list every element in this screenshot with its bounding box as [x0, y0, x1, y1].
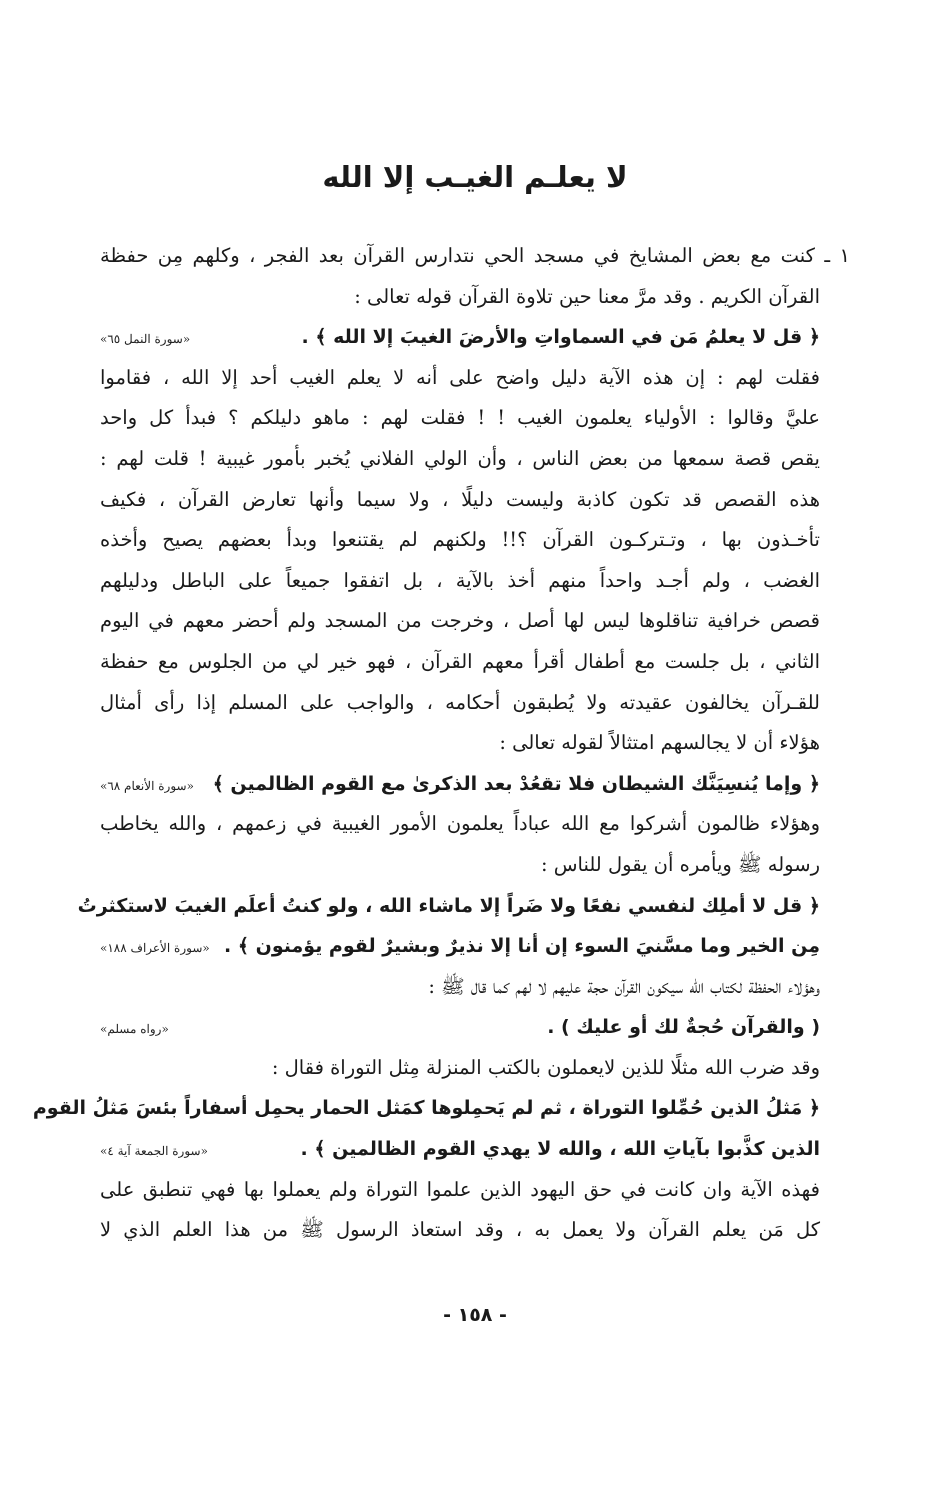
verse-reference: «سورة الأعراف ١٨٨» — [100, 941, 210, 956]
hadith-reference: «رواه مسلم» — [100, 1022, 169, 1037]
text-line: للقـرآن يخالفون عقيدته ولا يُطبقون أحكامه ، والواجب على المسلم إذا رأى أمثال — [100, 690, 820, 714]
text-line: كل مَن يعلم القرآن ولا يعمل به ، وقد استعاذ الرسول ﷺ من هذا العلم الذي لا — [100, 1218, 820, 1242]
hadith-line — [100, 1007, 850, 1048]
verse-text: الذين كذَّبوا بآياتِ الله ، والله لا يهدي القوم الظالمين ﴾ . — [300, 1138, 820, 1161]
text-line: الثاني ، بل جلست مع أطفال أقرأ معهم القرآن ، فهو خير لي من الجلوس مع حفظة — [100, 649, 820, 673]
verse-text: ﴿ وإما يُنسِيَنَّك الشيطان فلا تقعُدْ بعد الذكرىٰ مع القوم الظالمين ﴾ — [212, 772, 820, 795]
text-line: يقص قصة سمعها من بعض الناس ، وأن الولي الفلاني يُخبر بأمور غيبية ! قلت لهم : — [100, 446, 820, 470]
verse-line — [100, 1129, 850, 1170]
text-line: قصص خرافية تناقلوها ليس لها أصل ، وخرجت من المسجد ولم أحضر معهم في اليوم — [100, 609, 820, 633]
text-line: الغضب ، ولم أجـد واحداً منهم أخذ بالآية ، بل اتفقوا جميعاً على الباطل ودليلهم — [100, 568, 820, 592]
text-line: رسوله ﷺ ويأمره أن يقول للناس : — [540, 852, 820, 876]
text-line: وهؤلاء ظالمون أشركوا مع الله عباداً يعلمون الأمور الغيبية في زعمهم ، والله يخاطب — [100, 812, 820, 836]
text-line: فقلت لهم : إن هذه الآية دليل واضح على أنه لا يعلم الغيب أحد إلا الله ، فقاموا — [100, 365, 820, 389]
verse-reference: «سورة النمل ٦٥» — [100, 332, 191, 347]
text-line: عليَّ وقالوا : الأولياء يعلمون الغيب ! ! فقلت لهم : ماهو دليلكم ؟ فبدأ كل واحد — [100, 406, 820, 430]
verse-line: ﴿ مَثلُ الذين حُمِّلوا التوراة ، ثم لم يَحمِلوها كمَثل الحمار يحمِل أسفاراً بئسَ مَثلُ القوم — [32, 1097, 820, 1120]
text-line: وقد ضرب الله مثلًا للذين لايعملون بالكتب المنزلة مِثل التوراة فقال : — [271, 1055, 820, 1079]
text-line: فهذه الآية وان كانت في حق اليهود الذين علموا التوراة ولم يعملوا بها فهي تنطبق على — [100, 1177, 820, 1201]
verse-line — [100, 764, 850, 805]
verse-line — [100, 926, 850, 967]
verse-reference: «سورة الجمعة آية ٤» — [100, 1144, 208, 1159]
text-line: وهؤلاء الحفظة لكتاب الله سيكون القرآن حجة عليهم لا لهم كما قال ﷺ : — [428, 974, 820, 998]
text-line: هؤلاء أن لا يجالسهم امتثالاً لقوله تعالى : — [499, 731, 820, 755]
verse-line — [100, 317, 850, 358]
text-line: هذه القصص قد تكون كاذبة وليست دليلًا ، ولا سيما وأنها تعارض القرآن ، فكيف — [100, 487, 820, 511]
body-text — [32, 236, 850, 1251]
verse-line: ﴿ قل لا أملِك لنفسي نفعًا ولا ضَراً إلا ماشاء الله ، ولو كنتُ أعلَم الغيبَ لاستكثرتُ — [77, 894, 820, 917]
text-line: تأخـذون بها ، وتـتركـون القرآن ؟!! ولكنهم لم يقتنعوا وبدأ بعضهم يصيح وأخذه — [100, 528, 820, 552]
text-line: القرآن الكريم . وقد مرَّ معنا حين تلاوة القرآن قوله تعالى : — [354, 284, 820, 308]
verse-text: مِن الخير وما مسَّنيَ السوء إن أنا إلا نذيرٌ وبشيرٌ لقوم يؤمنون ﴾ . — [224, 935, 820, 958]
verse-text: ﴿ قل لا يعلمُ مَن في السماواتِ والأرضَ الغيبَ إلا الله ﴾ . — [301, 326, 820, 349]
text-line: ١ ـ كنت مع بعض المشايخ في مسجد الحي نتدارس القرآن بعد الفجر ، وكلهم مِن حفظة — [100, 244, 850, 267]
page-title: لا يعلـم الغيـب إلا الله — [322, 160, 628, 194]
page-number: - ١٥٨ - — [443, 1304, 507, 1326]
verse-reference: «سورة الأنعام ٦٨» — [100, 778, 194, 793]
hadith-text: ( والقرآن حُجةٌ لك أو عليك ) . — [547, 1016, 820, 1039]
